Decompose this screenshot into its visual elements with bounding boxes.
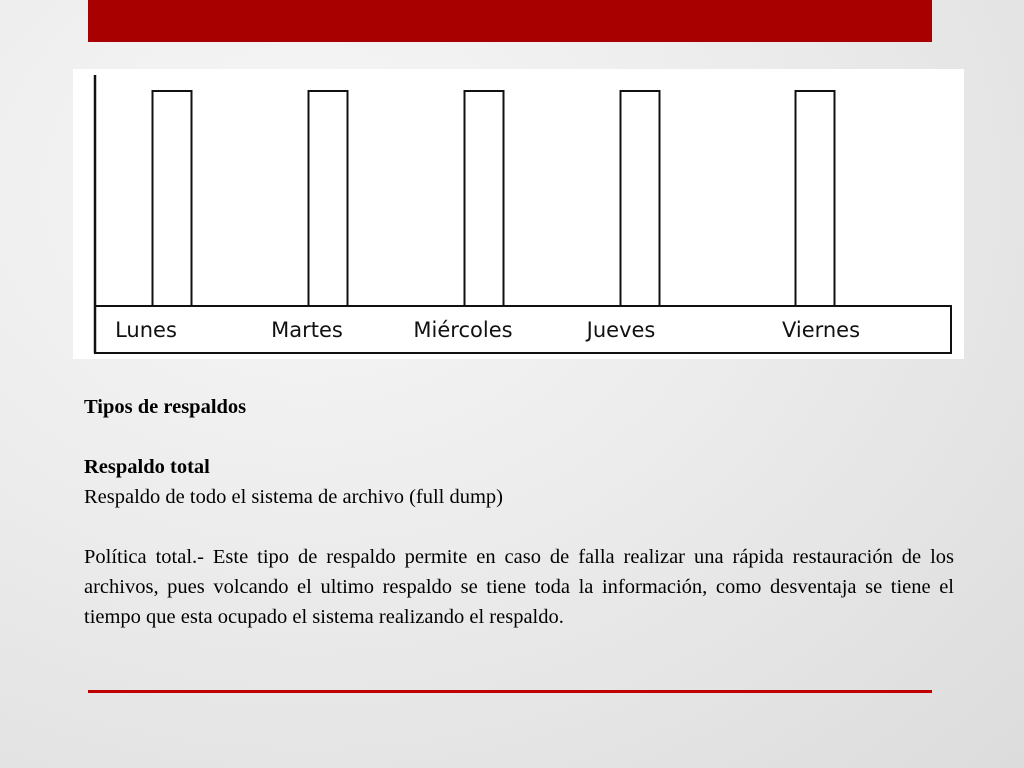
day-labels (115, 318, 860, 342)
spacer (84, 512, 954, 542)
backup-schedule-diagram (73, 69, 964, 359)
backup-bar-martes (309, 91, 348, 306)
backup-bars (153, 91, 835, 306)
day-label: Viernes (781, 318, 861, 342)
subtitle: Respaldo total (84, 456, 210, 478)
section-title: Tipos de respaldos (84, 396, 247, 418)
backup-bar-viernes (796, 91, 835, 306)
day-label: Martes (271, 318, 343, 342)
backup-schedule-svg (73, 69, 964, 359)
day-label: Jueves (586, 318, 656, 342)
bottom-accent-line (88, 690, 932, 693)
policy-paragraph: Política total.- Este tipo de respaldo permite en caso de falla realizar una rápida restauración de los archivos, pues volcando el ultimo respaldo se tiene toda la información, como desventaja se tiene el tiempo que esta ocupado el sistema realizando el respaldo. (84, 546, 954, 628)
definition-text: Respaldo de todo el sistema de archivo (full dump) (84, 486, 504, 508)
backup-bar-miércoles (465, 91, 504, 306)
top-accent-bar (88, 0, 932, 42)
backup-bar-lunes (153, 91, 192, 306)
slide-text (84, 392, 954, 632)
backup-bar-jueves (621, 91, 660, 306)
day-label: Lunes (115, 318, 177, 342)
spacer (84, 422, 954, 452)
day-label: Miércoles (413, 318, 513, 342)
